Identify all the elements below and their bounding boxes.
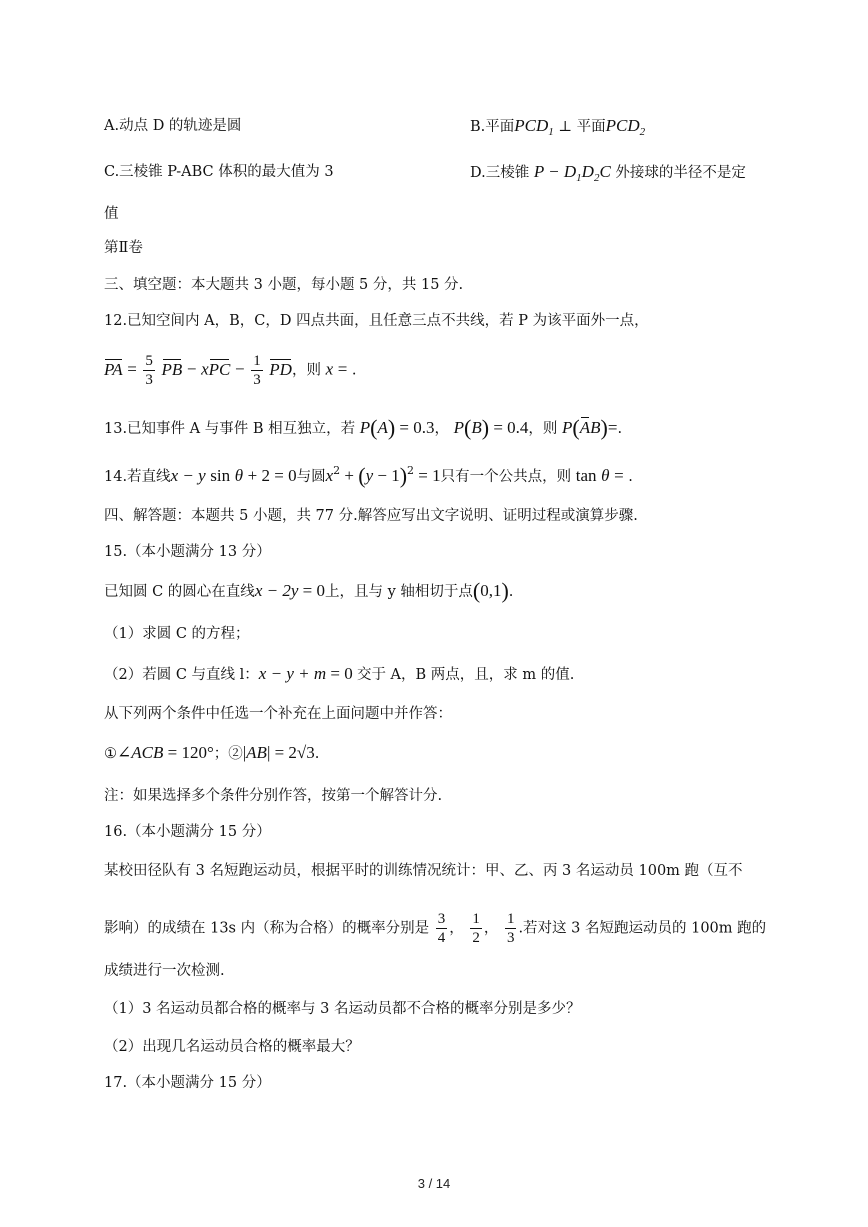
q12-equation: PA = $\frac{5}{3}$ PB − xPC − $\frac{1}{3}$ PD，则 x = . — [104, 353, 357, 388]
q16-stem3: 成绩进行一次检测. — [104, 963, 225, 979]
q13-line: 13.已知事件 A 与事件 B 相互独立，若 P(A) = 0.3， P(B) = 0.4，则 P(AB)=. — [104, 415, 623, 440]
q12-fraction-1-3: $\frac{1}{3}$ — [253, 353, 261, 388]
q16-prob-bing: $\frac{1}{3}$ — [506, 911, 515, 946]
q15-note: 注：如果选择多个条件分别作答，按第一个解答计分. — [104, 788, 443, 804]
section4-title: 四、解答题：本题共 5 小题，共 77 分.解答应写出文字说明、证明过程或演算步骤. — [104, 508, 638, 524]
part2-title: 第Ⅱ卷 — [104, 240, 143, 256]
q15-sub1: （1）求圆 C 的方程； — [104, 626, 250, 642]
q15-conditions: ①∠ACB = 120°；②|AB| = 2√3. — [104, 743, 320, 762]
q16-sub1: （1）3 名运动员都合格的概率与 3 名运动员都不合格的概率分别是多少？ — [104, 1001, 581, 1017]
q12-fraction-5-3: $\frac{5}{3}$ — [145, 353, 153, 388]
q15-sub2: （2）若圆 C 与直线 l：x − y + m = 0 交于 A，B 两点，且，求 m 的值. — [104, 664, 575, 683]
q16-sub2: （2）出现几名运动员合格的概率最大？ — [104, 1039, 360, 1055]
q15-header: 15.（本小题满分 13 分） — [104, 544, 271, 560]
q16-prob-jia: $\frac{3}{4}$ — [437, 911, 446, 946]
q14-line: 14.若直线x − y sin θ + 2 = 0与圆$x^2 + (y - 1)^2 = 1$只有一个公共点，则 tan θ = . — [104, 463, 633, 488]
q11-option-d-cont: 值 — [104, 206, 119, 222]
section3-title: 三、填空题：本大题共 3 小题，每小题 5 分，共 15 分. — [104, 277, 464, 293]
q16-stem1: 某校田径队有 3 名短跑运动员，根据平时的训练情况统计：甲、乙、丙 3 名运动员 100m 跑（互不 — [104, 863, 743, 879]
page-number: 3 / 14 — [417, 1176, 451, 1191]
q11-option-d: D.三棱锥 $P - D_1D_2C$ 外接球的半径不是定 — [470, 162, 746, 184]
q16-prob-yi: $\frac{1}{2}$ — [472, 911, 480, 946]
q15-stem: 已知圆 C 的圆心在直线x − 2y = 0上，且与 y 轴相切于点(0,1). — [104, 578, 514, 603]
q15-choose: 从下列两个条件中任选一个补充在上面问题中并作答： — [104, 706, 452, 722]
q17-header: 17.（本小题满分 15 分） — [104, 1075, 271, 1091]
q16-stem2: 影响）的成绩在 13s 内（称为合格）的概率分别是 $\frac{3}{4}$ ， $\frac{1}{2}$ ， $\frac{1}{3}$ .若对这 3 名短跑运动员的 100m 跑的 — [104, 911, 767, 946]
q12-line1: 12.已知空间内 A，B，C，D 四点共面，且任意三点不共线，若 P 为该平面外一点， — [104, 313, 649, 329]
q11-option-c: C.三棱锥 P-ABC 体积的最大值为 3 — [104, 164, 334, 180]
q16-header: 16.（本小题满分 15 分） — [104, 824, 271, 840]
q11-option-b: B.平面$PCD_1$ ⊥ 平面$PCD_2$ — [470, 116, 646, 138]
q11-option-a: A.动点 D 的轨迹是圆 — [104, 118, 242, 134]
